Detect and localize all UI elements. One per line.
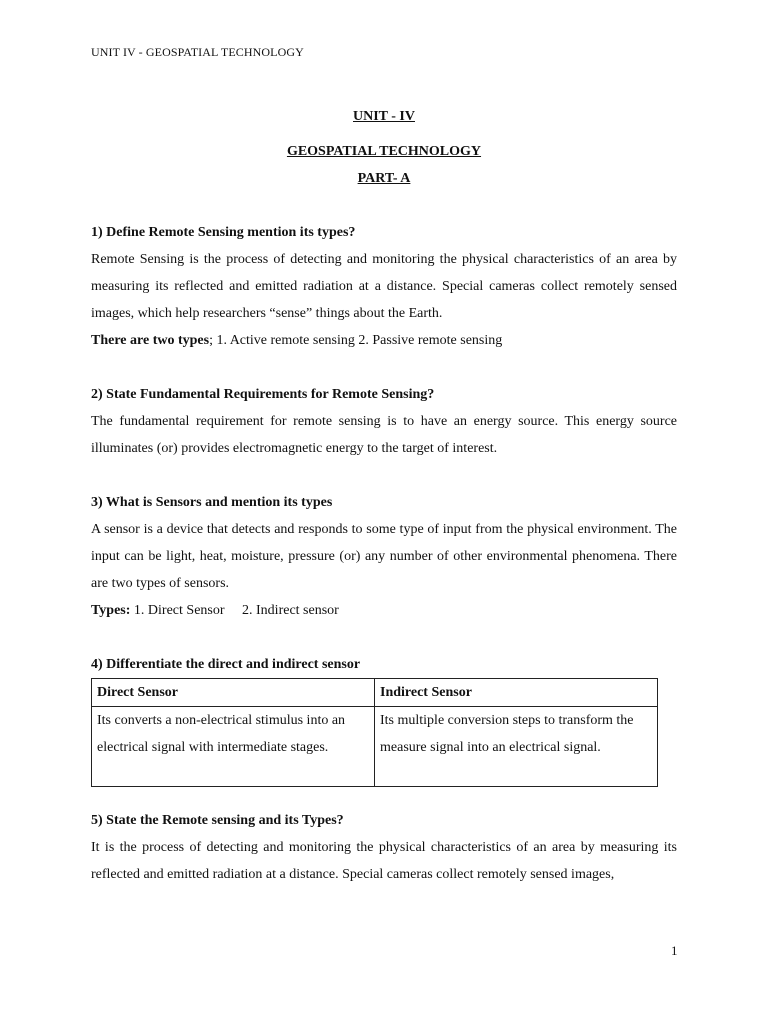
question-4: 4) Differentiate the direct and indirect sensor xyxy=(91,657,361,672)
spacer xyxy=(91,462,677,489)
running-header: UNIT IV - GEOSPATIAL TECHNOLOGY xyxy=(91,45,304,59)
types-label: Types: xyxy=(91,603,131,618)
question-5: 5) State the Remote sensing and its Types? xyxy=(91,813,344,828)
table-row xyxy=(92,707,658,787)
answer-1: Remote Sensing is the process of detecting and monitoring the physical characteristics of an area by measuring its reflected and emitted radiation at a distance. Special cameras collect remotely sensed images, which help researchers “sense” things about the Earth. xyxy=(91,252,677,321)
table-header-cell: Indirect Sensor xyxy=(375,679,658,707)
question-1: 1) Define Remote Sensing mention its types? xyxy=(91,225,356,240)
spacer xyxy=(91,624,677,651)
table-cell: Its converts a non-electrical stimulus into an electrical signal with intermediate stages. xyxy=(92,707,375,787)
spacer xyxy=(91,787,677,807)
table-header-cell: Direct Sensor xyxy=(92,679,375,707)
page-number: 1 xyxy=(671,943,678,958)
types-label: There are two types xyxy=(91,333,210,348)
question-2: 2) State Fundamental Requirements for Remote Sensing? xyxy=(91,387,435,402)
answer-3-types xyxy=(91,597,677,624)
table-header-row xyxy=(92,679,658,707)
unit-title: UNIT - IV xyxy=(353,109,415,124)
answer-2: The fundamental requirement for remote sensing is to have an energy source. This energy source illuminates (or) provides electromagnetic energy to the target of interest. xyxy=(91,414,677,456)
answer-1-types xyxy=(91,327,677,354)
answer-3: A sensor is a device that detects and responds to some type of input from the physical environment. The input can be light, heat, moisture, pressure (or) any number of other environmental phenomena. There are two types of sensors. xyxy=(91,522,677,591)
subject-title: GEOSPATIAL TECHNOLOGY xyxy=(286,144,482,159)
question-3: 3) What is Sensors and mention its types xyxy=(91,495,333,510)
part-title: PART- A xyxy=(357,171,411,186)
answer-5: It is the process of detecting and monitoring the physical characteristics of an area by measuring its reflected and emitted radiation at a distance. Special cameras collect remotely sensed images, xyxy=(91,840,677,882)
document-body xyxy=(91,219,677,888)
spacer xyxy=(91,354,677,381)
types-text: 1. Direct Sensor 2. Indirect sensor xyxy=(130,603,339,618)
sensor-comparison-table xyxy=(91,678,658,787)
types-text: ; 1. Active remote sensing 2. Passive remote sensing xyxy=(209,333,503,348)
table-cell: Its multiple conversion steps to transform the measure signal into an electrical signal. xyxy=(375,707,658,787)
